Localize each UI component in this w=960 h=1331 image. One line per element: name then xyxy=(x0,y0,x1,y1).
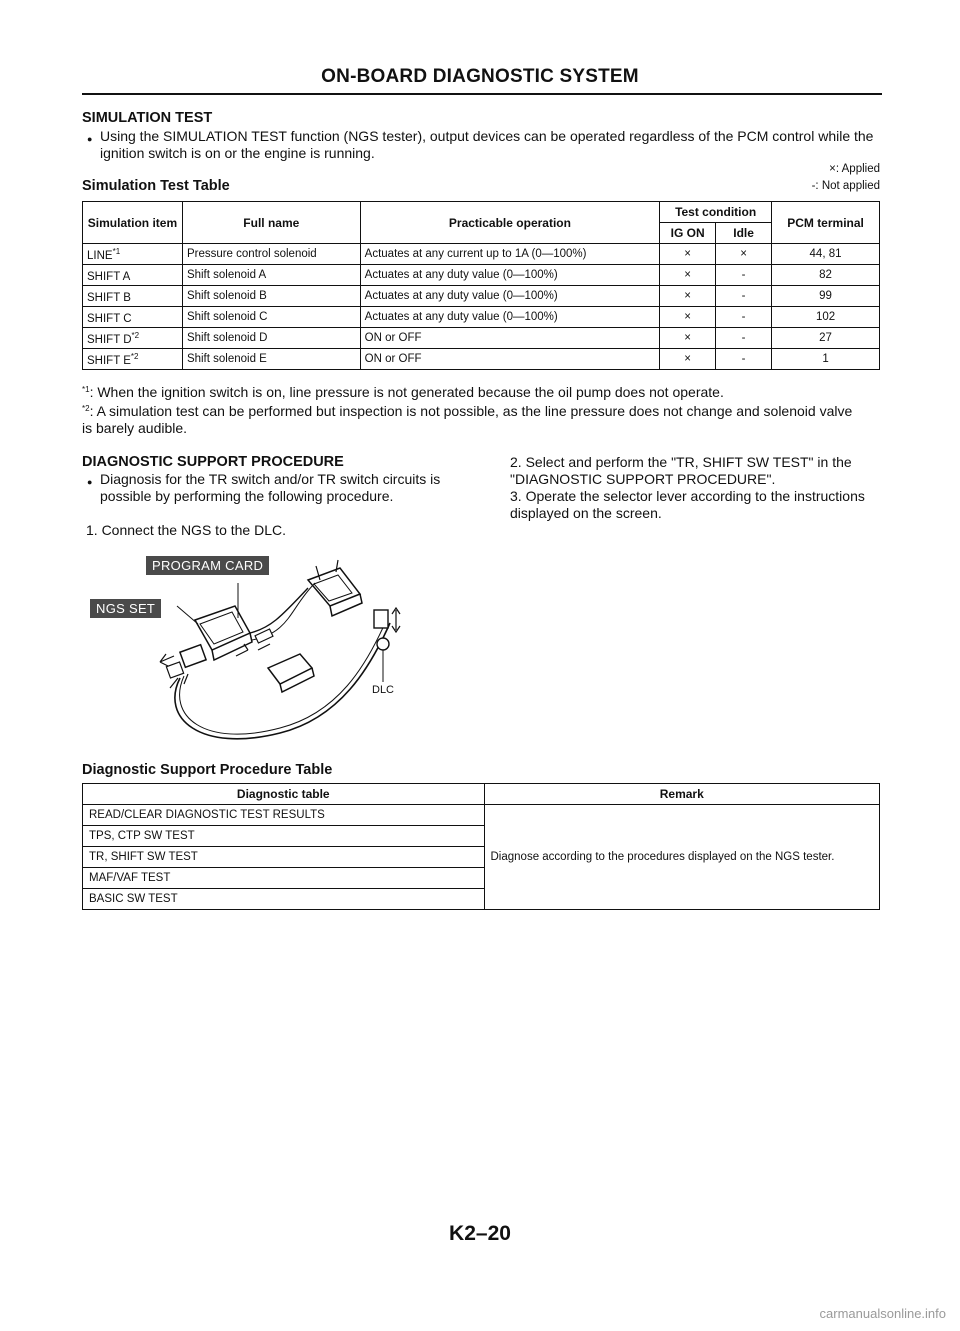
row-full-name: Shift solenoid A xyxy=(182,265,360,286)
row-idle: - xyxy=(716,349,772,370)
page-title: ON-BOARD DIAGNOSTIC SYSTEM xyxy=(321,66,639,87)
interface-box-icon xyxy=(268,654,314,692)
dlc-label: DLC xyxy=(372,684,395,696)
row-idle: - xyxy=(716,286,772,307)
row-terminal: 1 xyxy=(772,349,880,370)
table-row xyxy=(83,265,880,286)
diag-row-label: READ/CLEAR DIAGNOSTIC TEST RESULTS xyxy=(83,805,485,826)
footnote-2 xyxy=(82,400,862,437)
row-full-name: Shift solenoid C xyxy=(182,307,360,328)
row-full-name: Shift solenoid B xyxy=(182,286,360,307)
row-operation: Actuates at any duty value (0—100%) xyxy=(360,307,660,328)
row-ig-on: × xyxy=(660,349,716,370)
row-item: SHIFT E xyxy=(87,354,131,367)
row-ig-on: × xyxy=(660,265,716,286)
support-step-2: 2. Select and perform the "TR, SHIFT SW TEST" in the "DIAGNOSTIC SUPPORT PROCEDURE". xyxy=(510,454,852,487)
ngs-set-label: NGS SET xyxy=(90,599,161,618)
header-remark: Remark xyxy=(484,784,880,805)
diag-row-label: MAF/VAF TEST xyxy=(83,868,485,889)
row-terminal: 82 xyxy=(772,265,880,286)
footnote-1-text: : When the ignition switch is on, line pressure is not generated because the oil pump does not operate. xyxy=(89,384,724,400)
diag-row-label: TR, SHIFT SW TEST xyxy=(83,847,485,868)
row-operation: ON or OFF xyxy=(360,349,660,370)
program-card-icon xyxy=(308,560,362,616)
ngs-dlc-illustration xyxy=(140,548,420,758)
row-item-footnote-mark: *2 xyxy=(131,330,140,340)
table-row xyxy=(83,244,880,265)
row-idle: - xyxy=(716,328,772,349)
row-idle: × xyxy=(716,244,772,265)
row-full-name: Pressure control solenoid xyxy=(182,244,360,265)
diag-remark: Diagnose according to the procedures displayed on the NGS tester. xyxy=(484,805,880,910)
support-step-1: 1. Connect the NGS to the DLC. xyxy=(86,522,286,538)
table-row xyxy=(83,805,880,826)
diagnostic-support-table xyxy=(82,783,880,910)
header-test-condition: Test condition xyxy=(660,202,772,223)
row-item-footnote-mark: *1 xyxy=(112,246,121,256)
table-row xyxy=(83,286,880,307)
watermark-text: carmanualsonline.info xyxy=(819,1306,946,1321)
page-number: K2–20 xyxy=(449,1222,511,1245)
row-terminal: 27 xyxy=(772,328,880,349)
row-full-name: Shift solenoid E xyxy=(182,349,360,370)
support-heading: DIAGNOSTIC SUPPORT PROCEDURE xyxy=(82,454,344,470)
row-ig-on: × xyxy=(660,307,716,328)
legend-not-applied: -: Not applied xyxy=(811,180,880,192)
ngs-connection-figure xyxy=(96,548,420,758)
row-item: SHIFT C xyxy=(87,312,132,325)
row-item: SHIFT D xyxy=(87,333,132,346)
header-full-name: Full name xyxy=(182,202,360,244)
header-practicable-operation: Practicable operation xyxy=(360,202,660,244)
ngs-tester-icon xyxy=(166,606,252,688)
diag-row-label: TPS, CTP SW TEST xyxy=(83,826,485,847)
program-card-label: PROGRAM CARD xyxy=(146,556,269,575)
row-full-name: Shift solenoid D xyxy=(182,328,360,349)
header-diagnostic-table: Diagnostic table xyxy=(83,784,485,805)
simulation-bullet: ● Using the SIMULATION TEST function (NGS tester), output devices can be operated regardless of the PCM control while the ignition switch is on or the engine is running. xyxy=(100,128,880,162)
footnote-1 xyxy=(82,381,882,401)
simulation-heading: SIMULATION TEST xyxy=(82,110,213,126)
row-terminal: 99 xyxy=(772,286,880,307)
footnote-2-mark: *2 xyxy=(82,404,90,413)
legend-applied: ×: Applied xyxy=(829,163,880,175)
header-pcm-terminal: PCM terminal xyxy=(772,202,880,244)
row-terminal: 44, 81 xyxy=(772,244,880,265)
diag-row-label: BASIC SW TEST xyxy=(83,889,485,910)
footnote-1-mark: *1 xyxy=(82,385,90,394)
footnote-2-text: : A simulation test can be performed but inspection is not possible, as the line pressure does not change and solenoid valve is barely audible. xyxy=(82,403,853,436)
row-idle: - xyxy=(716,307,772,328)
header-ig-on: IG ON xyxy=(660,223,716,244)
row-ig-on: × xyxy=(660,328,716,349)
row-item: SHIFT B xyxy=(87,291,131,304)
dlc-connector-icon xyxy=(374,608,400,682)
table-row xyxy=(83,328,880,349)
row-item: LINE xyxy=(87,249,113,262)
table-row xyxy=(83,307,880,328)
simulation-table-title: Simulation Test Table xyxy=(82,178,230,194)
diag-table-title: Diagnostic Support Procedure Table xyxy=(82,762,333,778)
row-idle: - xyxy=(716,265,772,286)
row-terminal: 102 xyxy=(772,307,880,328)
row-item-footnote-mark: *2 xyxy=(130,351,139,361)
row-operation: Actuates at any current up to 1A (0—100%) xyxy=(360,244,660,265)
header-idle: Idle xyxy=(716,223,772,244)
support-step-3: 3. Operate the selector lever according to the instructions displayed on the screen. xyxy=(510,488,865,521)
row-item: SHIFT A xyxy=(87,270,131,283)
simulation-test-table xyxy=(82,201,880,370)
row-ig-on: × xyxy=(660,286,716,307)
title-divider xyxy=(82,93,882,95)
row-operation: Actuates at any duty value (0—100%) xyxy=(360,265,660,286)
row-operation: Actuates at any duty value (0—100%) xyxy=(360,286,660,307)
table-row xyxy=(83,349,880,370)
row-operation: ON or OFF xyxy=(360,328,660,349)
header-simulation-item: Simulation item xyxy=(83,202,183,244)
support-bullet: ● Diagnosis for the TR switch and/or TR switch circuits is possible by performing the following procedure. xyxy=(100,471,470,505)
row-ig-on: × xyxy=(660,244,716,265)
